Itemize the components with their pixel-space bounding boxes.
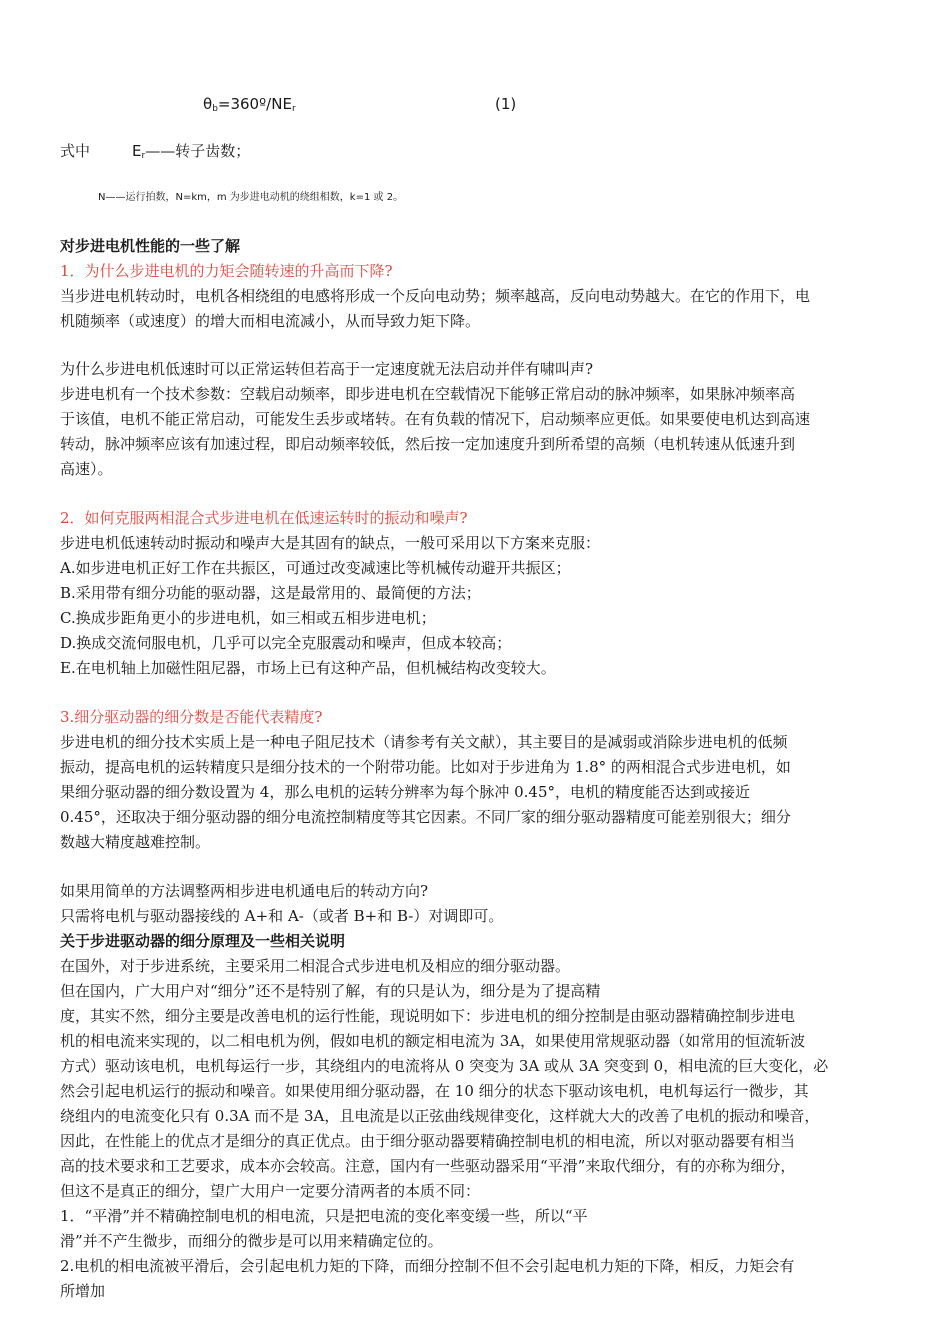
section-2-line: 然会引起电机运行的振动和噪音。如果使用细分驱动器，在 10 细分的状态下驱动该电机，电机每运行一微步，其 bbox=[60, 1082, 809, 1100]
formula-e-subscript: r bbox=[291, 104, 296, 114]
n-text-3: 为步进电动机的绕组相数， bbox=[229, 192, 350, 203]
section-2-line: 度，其实不然，细分主要是改善电机的运行性能，现说明如下：步进电机的细分控制是由驱动器精确控制步进电 bbox=[60, 1007, 796, 1025]
section-2-line: 高的技术要求和工艺要求，成本亦会较高。注意，国内有一些驱动器采用“平滑”来取代细分，有的亦称为细分， bbox=[60, 1157, 796, 1175]
question-3-line: 果细分驱动器的细分数设置为 4，那么电机的运转分辨率为每个脉冲 0.45°，电机的精度能否达到或接近 bbox=[60, 783, 750, 801]
where-symbol: E bbox=[132, 142, 142, 160]
question-1-heading: 1．为什么步进电机的力矩会随转速的升高而下降? bbox=[60, 262, 393, 280]
question-2-option-b: B.采用带有细分功能的驱动器，这是最常用的、最简便的方法； bbox=[60, 584, 481, 602]
n-definition-line bbox=[98, 188, 948, 208]
question-low-speed-line: 于该值，电机不能正常启动，可能发生丢步或堵转。在有负载的情况下，启动频率应更低。如果要使电机达到高速 bbox=[60, 410, 811, 428]
formula-step-angle bbox=[203, 94, 296, 114]
section-2-point-2: 2.电机的相电流被平滑后，会引起电机力矩的下降，而细分控制不但不会引起电机力矩的下降，相反，力矩会有 bbox=[60, 1257, 795, 1275]
formula-theta-subscript: b bbox=[212, 104, 218, 114]
section-title-microstep: 关于步进驱动器的细分原理及一些相关说明 bbox=[60, 932, 346, 950]
section-2-line: 方式）驱动该电机，电机每运行一步，其绕组内的电流将从 0 突变为 3A 或从 3A 突变到 0，相电流的巨大变化，必 bbox=[60, 1057, 829, 1075]
question-2-option-e: E.在电机轴上加磁性阻尼器，市场上已有这种产品，但机械结构改变较大。 bbox=[60, 659, 556, 677]
question-3-heading: 3.细分驱动器的细分数是否能代表精度? bbox=[60, 708, 323, 726]
question-direction-heading: 如果用简单的方法调整两相步进电机通电后的转动方向? bbox=[60, 882, 429, 900]
question-3-line: 数越大精度越难控制。 bbox=[60, 833, 211, 851]
section-2-line: 在国外，对于步进系统，主要采用二相混合式步进电机及相应的细分驱动器。 bbox=[60, 957, 571, 975]
n-text-4: k=1 bbox=[349, 192, 374, 203]
question-low-speed-heading: 为什么步进电机低速时可以正常运转但若高于一定速度就无法启动并伴有啸叫声? bbox=[60, 360, 594, 378]
n-text-1: 运行拍数， bbox=[125, 192, 176, 203]
question-1-line: 机随频率（或速度）的增大而相电流减小，从而导致力矩下降。 bbox=[60, 312, 481, 330]
question-3-line: 步进电机的细分技术实质上是一种电子阻尼技术（请参考有关文献），其主要目的是减弱或消除步进电机的低频 bbox=[60, 733, 788, 751]
where-symbol-subscript: r bbox=[141, 151, 146, 161]
n-dash: —— bbox=[105, 192, 126, 203]
n-text-7: 。 bbox=[393, 192, 404, 203]
n-text-6: 2 bbox=[386, 192, 394, 203]
formula-body: =360º/NE bbox=[217, 95, 292, 113]
question-3-line: 振动，提高电机的运转精度只是细分技术的一个附带功能。比如对于步进角为 1.8° 的两相混合式步进电机，如 bbox=[60, 758, 791, 776]
where-label: 式中 bbox=[60, 142, 91, 160]
where-line bbox=[60, 141, 910, 161]
section-2-line: 但这不是真正的细分，望广大用户一定要分清两者的本质不同： bbox=[60, 1182, 481, 1200]
section-2-line: 但在国内，广大用户对“细分”还不是特别了解，有的只是认为，细分是为了提高精 bbox=[60, 982, 601, 1000]
question-low-speed-line: 步进电机有一个技术参数：空载启动频率，即步进电机在空载情况下能够正常启动的脉冲频率，如果脉冲频率高 bbox=[60, 385, 796, 403]
section-2-point-2-cont: 所增加 bbox=[60, 1282, 106, 1300]
section-title-performance: 对步进电机性能的一些了解 bbox=[60, 237, 241, 255]
question-low-speed-line: 高速）。 bbox=[60, 460, 113, 478]
question-low-speed-line: 转动，脉冲频率应该有加速过程，即启动频率较低，然后按一定加速度升到所希望的高频（电机转速从低速升到 bbox=[60, 435, 796, 453]
question-2-option-a: A.如步进电机正好工作在共振区，可通过改变减速比等机械传动避开共振区； bbox=[60, 559, 571, 577]
formula-theta: θ bbox=[203, 95, 213, 113]
question-1-line: 当步进电机转动时，电机各相绕组的电感将形成一个反向电动势；频率越高，反向电动势越大。在它的作用下，电 bbox=[60, 287, 811, 305]
section-2-point-1-cont: 滑”并不产生微步，而细分的微步是可以用来精确定位的。 bbox=[60, 1232, 443, 1250]
section-2-point-1: 1．“平滑”并不精确控制电机的相电流，只是把电流的变化率变缓一些，所以“平 bbox=[60, 1207, 588, 1225]
question-2-heading: 2．如何克服两相混合式步进电机在低速运转时的振动和噪声? bbox=[60, 509, 468, 527]
n-symbol: N bbox=[98, 192, 106, 203]
where-definition: ——转子齿数； bbox=[145, 142, 251, 160]
n-text-5: 或 bbox=[373, 192, 387, 203]
question-2-option-c: C.换成步距角更小的步进电机，如三相或五相步进电机； bbox=[60, 609, 436, 627]
question-2-line: 步进电机低速转动时振动和噪声大是其固有的缺点，一般可采用以下方案来克服： bbox=[60, 534, 601, 552]
n-text-2: N=km，m bbox=[175, 192, 230, 203]
section-2-line: 绕组内的电流变化只有 0.3A 而不是 3A，且电流是以正弦曲线规律变化，这样就大大的改善了电机的振动和噪音， bbox=[60, 1107, 820, 1125]
equation-number: (1) bbox=[495, 95, 517, 113]
question-3-line: 0.45°，还取决于细分驱动器的细分电流控制精度等其它因素。不同厂家的细分驱动器精度可能差别很大；细分 bbox=[60, 808, 791, 826]
section-2-line: 因此，在性能上的优点才是细分的真正优点。由于细分驱动器要精确控制电机的相电流，所以对驱动器要有相当 bbox=[60, 1132, 796, 1150]
section-2-line: 机的相电流来实现的，以二相电机为例，假如电机的额定相电流为 3A，如果使用常规驱动器（如常用的恒流斩波 bbox=[60, 1032, 806, 1050]
question-2-option-d: D.换成交流伺服电机，几乎可以完全克服震动和噪声，但成本较高； bbox=[60, 634, 512, 652]
question-direction-answer: 只需将电机与驱动器接线的 A+和 A-（或者 B+和 B-）对调即可。 bbox=[60, 907, 504, 925]
